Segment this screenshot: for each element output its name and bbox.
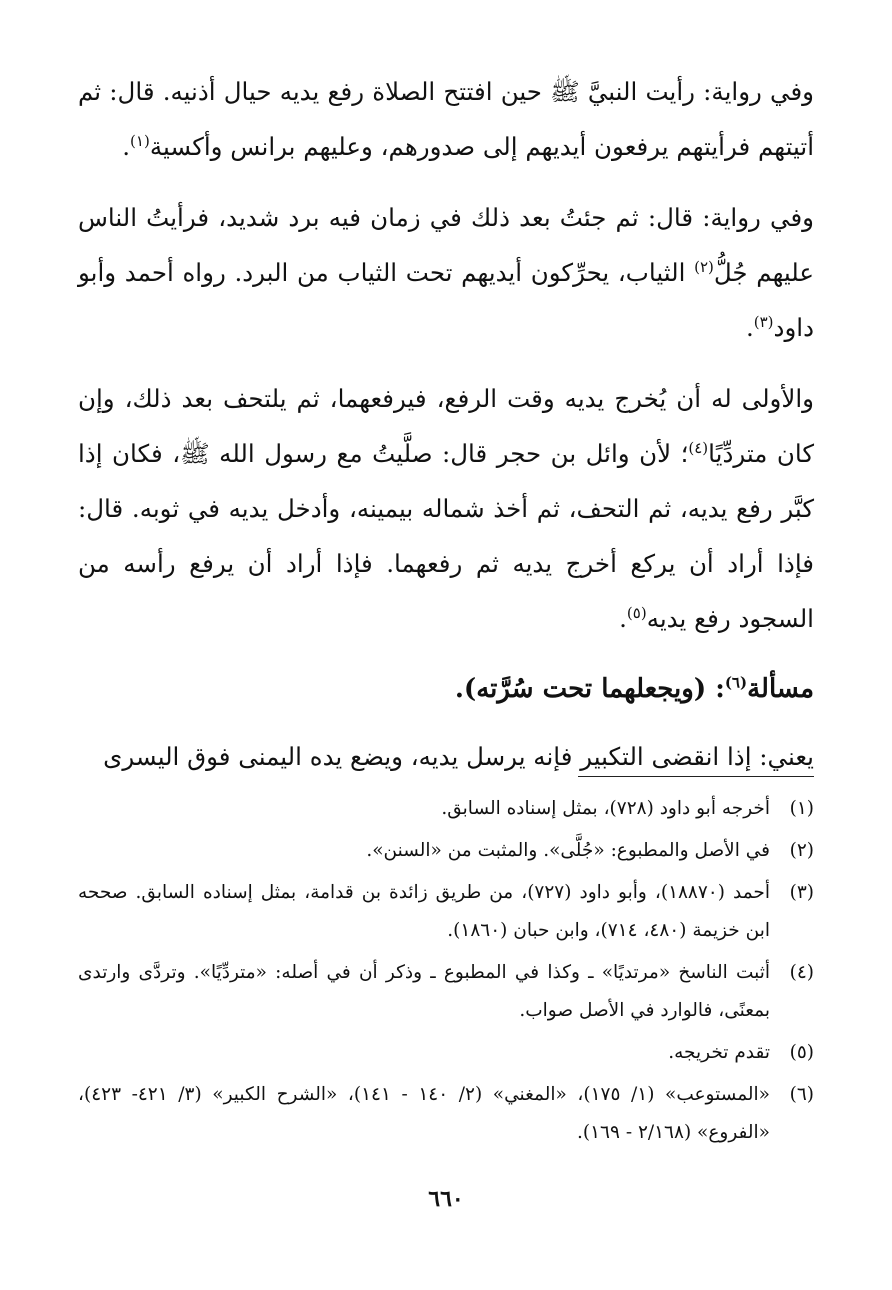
footnote-number: (٣): [789, 882, 814, 903]
footnote-3: [78, 874, 814, 950]
footnote-number: (٤): [789, 962, 814, 983]
footnote-text: في الأصل والمطبوع: «جُلَّى». والمثبت من «السنن».: [366, 840, 770, 861]
footnote-2: [78, 832, 814, 870]
paragraph-1-text: وفي رواية: رأيت النبيَّ ﷺ حين افتتح الصلاة رفع يديه حيال أذنيه. قال: ثم أتيتهم فرأيتهم يرفعون أيديهم إلى صدورهم، وعليهم برانس وأكسية: [78, 77, 814, 161]
footnote-1: [78, 790, 814, 828]
paragraph-2-tail: .: [745, 313, 754, 342]
issue-heading-text: : (ويجعلهما تحت سُرَّته).: [454, 674, 725, 704]
footnote-ref-4[interactable]: (٤): [688, 438, 709, 457]
footnote-number: (٦): [789, 1084, 814, 1105]
footnote-text: تقدم تخريجه.: [668, 1042, 770, 1063]
footnote-text: أثبت الناسخ «مرتديًا» ـ وكذا في المطبوع ـ وذكر أن في أصله: «متردِّيًا». وتردَّى وارتدى بمعنًى، فالوارد في الأصل صواب.: [78, 962, 770, 1021]
page-number: ٦٦٠: [428, 1186, 464, 1212]
paragraph-1: [78, 64, 814, 174]
footnote-ref-5[interactable]: (٥): [626, 603, 647, 622]
paragraph-3-tail: .: [619, 604, 627, 633]
paragraph-3-text-a: والأولى له أن يُخرج يديه وقت الرفع، فيرفعهما، ثم يلتحف بعد ذلك، وإن كان متردِّيًا: [78, 384, 814, 468]
issue-heading-word: مسألة: [747, 674, 814, 704]
main-text: [78, 64, 814, 800]
footnote-4: [78, 954, 814, 1030]
paragraph-2-text-b: الثياب، يحرِّكون أيديهم تحت الثياب من البرد. رواه أحمد وأبو داود: [78, 258, 814, 342]
footnote-number: (٢): [789, 840, 814, 861]
issue-heading: [78, 662, 814, 717]
footnote-ref-2[interactable]: (٢): [694, 257, 714, 276]
paragraph-1-tail: .: [122, 132, 131, 161]
footnote-text: أحمد (١٨٨٧٠)، وأبو داود (٧٢٧)، من طريق زائدة بن قدامة، بمثل إسناده السابق. صححه ابن خزيمة (٤٨٠، ٧١٤)، وابن حبان (١٨٦٠).: [78, 882, 770, 941]
paragraph-4-text: يعني: إذا انقضى التكبير فإنه يرسل يديه، ويضع يده اليمنى فوق اليسرى: [103, 742, 814, 771]
paragraph-2-text-a: وفي رواية: قال: ثم جئتُ بعد ذلك في زمان فيه برد شديد، فرأيتُ الناس عليهم جُلُّ: [78, 203, 814, 287]
footnote-number: (١): [789, 798, 814, 819]
footnote-ref-1[interactable]: (١): [130, 131, 150, 150]
footnote-5: [78, 1034, 814, 1072]
footnote-ref-6[interactable]: (٦): [724, 673, 748, 692]
footnote-6: [78, 1076, 814, 1152]
paragraph-2: [78, 190, 814, 355]
footnote-text: «المستوعب» (١/ ١٧٥)، «المغني» (٢/ ١٤٠ - ١٤١)، «الشرح الكبير» (٣/ ٤٢١- ٤٢٣)، «الفروع» (٢/١٦٨ - ١٦٩).: [78, 1084, 770, 1143]
footnote-divider: [578, 776, 814, 777]
paragraph-3: [78, 371, 814, 646]
footnote-text: أخرجه أبو داود (٧٢٨)، بمثل إسناده السابق.: [441, 798, 770, 819]
paragraph-3-text-b: ؛ لأن وائل بن حجر قال: صلَّيتُ مع رسول الله ﷺ، فكان إذا كبَّر رفع يديه، ثم التحف، ثم أخذ شماله بيمينه، وأدخل يديه في ثوبه. قال: فإذا أراد أن يركع أخرج يديه ثم رفعهما. فإذا أراد أن يرفع رأسه من السجود رفع يديه: [78, 439, 814, 633]
footnote-ref-3[interactable]: (٣): [753, 312, 774, 331]
footnote-number: (٥): [789, 1042, 814, 1063]
footnotes: [78, 790, 814, 1156]
